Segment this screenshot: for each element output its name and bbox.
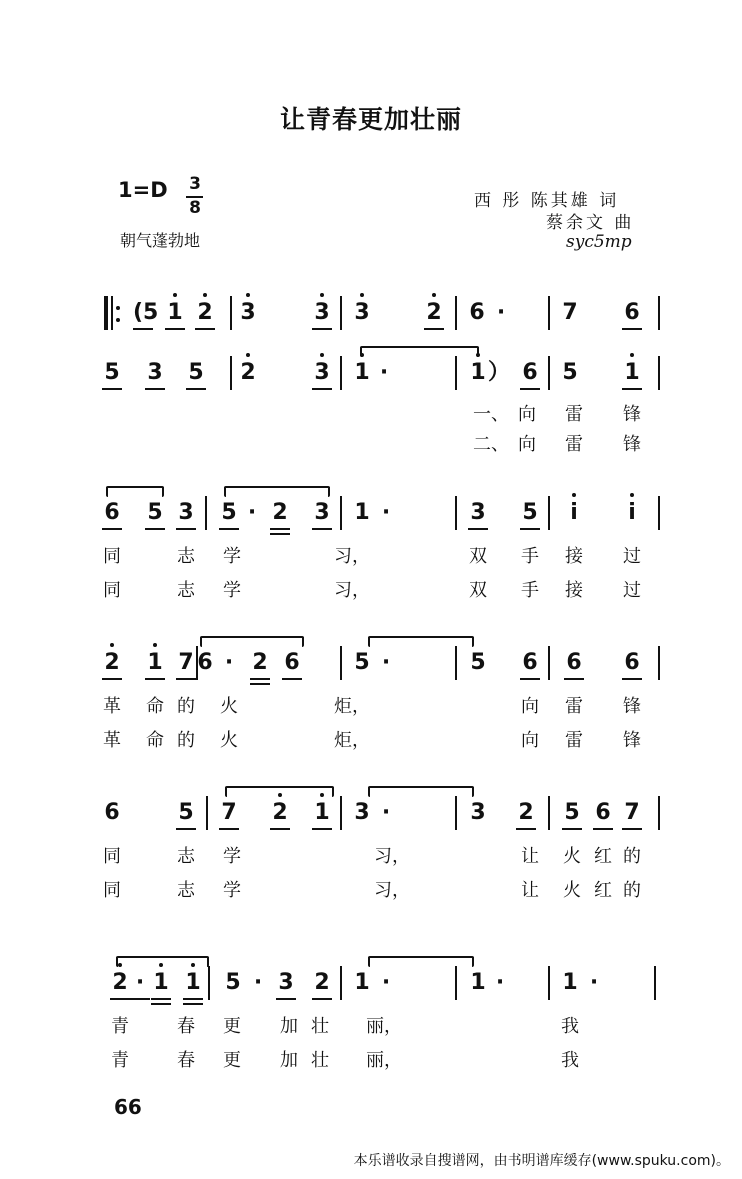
barline	[548, 966, 550, 1000]
note: ·	[496, 300, 506, 325]
beam	[312, 998, 332, 1000]
note: 6	[522, 650, 538, 675]
beam	[102, 388, 122, 390]
note: 6	[522, 360, 538, 385]
lyric-verse1: 志	[177, 546, 195, 567]
lyric-verse2: 同	[103, 580, 121, 601]
note: 7	[221, 800, 237, 825]
beam	[424, 328, 444, 330]
barline	[548, 796, 550, 830]
note: i	[570, 500, 578, 525]
lyric-verse1: 同	[103, 846, 121, 867]
note: ·	[381, 800, 391, 825]
barline	[455, 646, 457, 680]
note: 6	[624, 300, 640, 325]
note: (5	[133, 300, 159, 325]
repeat-dot	[116, 306, 120, 310]
beam	[102, 528, 122, 530]
lyric-verse2: 志	[177, 580, 195, 601]
lyric-verse1: 习，	[374, 846, 410, 867]
barline	[340, 646, 342, 680]
lyric-verse1: 加	[280, 1016, 298, 1037]
lyric-verse1: 命	[146, 696, 164, 717]
note: 6	[104, 500, 120, 525]
time-signature-denominator: 8	[189, 198, 201, 218]
note: 2	[252, 650, 268, 675]
note: 3	[314, 300, 330, 325]
note: 5	[562, 360, 578, 385]
barline	[658, 646, 660, 680]
beam	[622, 678, 642, 680]
beam	[282, 678, 302, 680]
note: 1	[185, 970, 201, 995]
lyric-verse1: 志	[177, 846, 195, 867]
beam	[176, 528, 196, 530]
note: 1	[354, 360, 370, 385]
beam	[468, 528, 488, 530]
lyric-verse1: 锋	[623, 696, 641, 717]
octave-dot	[360, 293, 364, 297]
slur	[224, 486, 330, 497]
beam	[250, 678, 270, 680]
barline	[658, 796, 660, 830]
note: 5	[178, 800, 194, 825]
lyric-verse1: 火	[563, 846, 581, 867]
lyric-verse1: 锋	[623, 404, 641, 425]
note: 5	[188, 360, 204, 385]
slur	[200, 636, 304, 647]
lyric-verse2: 向	[521, 730, 539, 751]
note: 1	[147, 650, 163, 675]
note: 3	[147, 360, 163, 385]
lyric-verse2: 的	[177, 730, 195, 751]
lyric-verse1: 的	[623, 846, 641, 867]
note: 7	[562, 300, 578, 325]
octave-dot	[203, 293, 207, 297]
note: 2	[272, 500, 288, 525]
lyric-verse1: 炬，	[334, 696, 370, 717]
lyric-verse1: 向	[518, 404, 536, 425]
octave-dot	[320, 293, 324, 297]
lyric-verse2: 过	[623, 580, 641, 601]
slur	[368, 636, 474, 647]
note: 5	[470, 650, 486, 675]
barline	[455, 296, 457, 330]
note: 1	[470, 970, 486, 995]
lyric-verse2: 学	[223, 880, 241, 901]
song-title: 让青春更加壮丽	[279, 105, 462, 134]
note: ）	[488, 360, 511, 385]
note: 2	[112, 970, 128, 995]
octave-dot	[173, 293, 177, 297]
beam	[145, 528, 165, 530]
lyric-verse2: 学	[223, 580, 241, 601]
lyric-verse1: 青	[111, 1016, 129, 1037]
lyric-verse2: 火	[220, 730, 238, 751]
barline	[340, 496, 342, 530]
octave-dot	[630, 493, 634, 497]
note: 5	[221, 500, 237, 525]
barline	[455, 496, 457, 530]
lyric-verse2: 接	[565, 580, 583, 601]
repeat-dot	[116, 318, 120, 322]
beam	[186, 388, 206, 390]
beam	[276, 998, 296, 1000]
note: ·	[381, 970, 391, 995]
lyric-verse2: 手	[521, 580, 539, 601]
tempo-marking: 朝气蓬勃地	[120, 231, 201, 250]
note: 3	[354, 300, 370, 325]
note: 1	[562, 970, 578, 995]
barline	[340, 356, 342, 390]
beam	[312, 328, 332, 330]
lyric-verse2: 红	[594, 880, 612, 901]
note: ·	[381, 650, 391, 675]
lyric-verse2: 同	[103, 880, 121, 901]
octave-dot	[110, 643, 114, 647]
note: 3	[278, 970, 294, 995]
lyric-verse2: 加	[280, 1050, 298, 1071]
lyric-verse1: 学	[223, 846, 241, 867]
note: 6	[284, 650, 300, 675]
note: 2	[272, 800, 288, 825]
beam	[219, 528, 239, 530]
barline	[548, 356, 550, 390]
beam	[270, 828, 290, 830]
lyric-verse1: 雷	[565, 696, 583, 717]
note: 6	[197, 650, 213, 675]
beam	[622, 328, 642, 330]
time-signature-numerator: 3	[189, 174, 201, 194]
note: 6	[469, 300, 485, 325]
lyric-verse2: 锋	[623, 434, 641, 455]
note: ·	[135, 970, 145, 995]
note: 2	[104, 650, 120, 675]
repeat-start-thin	[111, 296, 113, 330]
lyric-verse1: 雷	[565, 404, 583, 425]
lyric-verse1: 春	[177, 1016, 195, 1037]
beam	[145, 678, 165, 680]
lyric-verse1: 革	[103, 696, 121, 717]
octave-dot	[432, 293, 436, 297]
note: ·	[247, 500, 257, 525]
note: 5	[564, 800, 580, 825]
barline	[548, 296, 550, 330]
octave-dot	[246, 353, 250, 357]
lyricist-credit: 西 彤 陈其雄 词	[474, 191, 620, 211]
lyric-verse2: 双	[469, 580, 487, 601]
note: 5	[354, 650, 370, 675]
note: 3	[470, 800, 486, 825]
octave-dot	[630, 353, 634, 357]
note: 5	[522, 500, 538, 525]
note: 1	[314, 800, 330, 825]
note: ·	[224, 650, 234, 675]
lyric-verse2: 我	[561, 1050, 579, 1071]
lyric-verse1: 同	[103, 546, 121, 567]
note: ·	[379, 360, 389, 385]
note: 1	[470, 360, 486, 385]
note: 5	[147, 500, 163, 525]
beam	[564, 678, 584, 680]
lyric-verse2: 二、	[473, 434, 509, 455]
lyric-verse2: 雷	[565, 730, 583, 751]
lyric-verse1: 我	[561, 1016, 579, 1037]
note: 7	[624, 800, 640, 825]
barline	[455, 356, 457, 390]
note: i	[628, 500, 636, 525]
lyric-verse1: 向	[521, 696, 539, 717]
handwritten-mark: syc5mp	[566, 232, 632, 252]
lyric-verse2: 习，	[334, 580, 370, 601]
lyric-verse1: 丽，	[366, 1016, 402, 1037]
beam	[102, 678, 122, 680]
composer-credit: 蔡余文 曲	[546, 213, 635, 233]
lyric-verse2: 锋	[623, 730, 641, 751]
beam	[516, 828, 536, 830]
barline	[206, 796, 208, 830]
lyric-verse1: 红	[594, 846, 612, 867]
note: ·	[381, 500, 391, 525]
lyric-verse1: 一、	[473, 404, 509, 425]
beam	[165, 328, 185, 330]
beam	[176, 828, 196, 830]
beam	[151, 998, 171, 1000]
note: 6	[104, 800, 120, 825]
lyric-verse2: 丽，	[366, 1050, 402, 1071]
barline	[548, 496, 550, 530]
lyric-verse2: 春	[177, 1050, 195, 1071]
beam	[195, 328, 215, 330]
lyric-verse1: 壮	[311, 1016, 329, 1037]
note: 2	[240, 360, 256, 385]
beam	[622, 828, 642, 830]
beam	[622, 388, 642, 390]
note: 2	[197, 300, 213, 325]
lyric-verse2: 革	[103, 730, 121, 751]
note: 2	[314, 970, 330, 995]
lyric-verse1: 学	[223, 546, 241, 567]
barline	[658, 496, 660, 530]
barline	[230, 356, 232, 390]
lyric-verse2: 习，	[374, 880, 410, 901]
barline	[340, 796, 342, 830]
note: 3	[240, 300, 256, 325]
note: 1	[354, 500, 370, 525]
lyric-verse1: 让	[521, 846, 539, 867]
lyric-verse2: 向	[518, 434, 536, 455]
beam	[312, 828, 332, 830]
lyric-verse2: 的	[623, 880, 641, 901]
barline	[658, 296, 660, 330]
barline	[658, 356, 660, 390]
beam	[312, 528, 332, 530]
octave-dot	[320, 353, 324, 357]
barline	[455, 796, 457, 830]
note: 1	[167, 300, 183, 325]
slur	[116, 956, 209, 967]
octave-dot	[153, 643, 157, 647]
lyric-verse1: 火	[220, 696, 238, 717]
note: 7	[178, 650, 194, 675]
barline	[548, 646, 550, 680]
beam	[219, 828, 239, 830]
note: ·	[253, 970, 263, 995]
note: 3	[314, 500, 330, 525]
lyric-verse2: 青	[111, 1050, 129, 1071]
beam-double	[151, 1003, 171, 1005]
lyric-verse2: 命	[146, 730, 164, 751]
note: 2	[518, 800, 534, 825]
lyric-verse1: 双	[469, 546, 487, 567]
note: 6	[566, 650, 582, 675]
note: 3	[178, 500, 194, 525]
beam	[520, 528, 540, 530]
note: ·	[589, 970, 599, 995]
lyric-verse2: 炬，	[334, 730, 370, 751]
beam	[133, 328, 153, 330]
note: 1	[354, 970, 370, 995]
octave-dot	[572, 493, 576, 497]
note: 3	[470, 500, 486, 525]
note: 6	[624, 650, 640, 675]
lyric-verse1: 的	[177, 696, 195, 717]
barline	[196, 646, 198, 680]
slur	[368, 786, 474, 797]
beam	[593, 828, 613, 830]
beam-double	[270, 533, 290, 535]
lyric-verse2: 火	[563, 880, 581, 901]
beam	[176, 678, 196, 680]
note: 1	[153, 970, 169, 995]
note: 3	[354, 800, 370, 825]
lyric-verse2: 志	[177, 880, 195, 901]
beam	[110, 998, 150, 1000]
barline	[340, 296, 342, 330]
lyric-verse2: 更	[223, 1050, 241, 1071]
barline	[230, 296, 232, 330]
key-signature: 1=D	[118, 178, 168, 202]
beam	[145, 388, 165, 390]
barline	[654, 966, 656, 1000]
slur	[106, 486, 164, 497]
beam	[183, 998, 203, 1000]
barline	[340, 966, 342, 1000]
footer-note: 本乐谱收录自搜谱网，由书明谱库缓存(www.spuku.com)。	[353, 1153, 730, 1169]
lyric-verse2: 壮	[311, 1050, 329, 1071]
beam	[270, 528, 290, 530]
note: 5	[225, 970, 241, 995]
repeat-start-thick	[104, 296, 108, 330]
slur	[225, 786, 334, 797]
beam	[520, 678, 540, 680]
lyric-verse1: 过	[623, 546, 641, 567]
barline	[208, 966, 210, 1000]
beam	[312, 388, 332, 390]
note: 2	[426, 300, 442, 325]
lyric-verse1: 更	[223, 1016, 241, 1037]
note: 3	[314, 360, 330, 385]
beam-double	[183, 1003, 203, 1005]
slur	[368, 956, 474, 967]
beam	[562, 828, 582, 830]
barline	[455, 966, 457, 1000]
note: 1	[624, 360, 640, 385]
barline	[205, 496, 207, 530]
lyric-verse1: 接	[565, 546, 583, 567]
note: ·	[495, 970, 505, 995]
beam-double	[250, 683, 270, 685]
note: 6	[595, 800, 611, 825]
octave-dot	[246, 293, 250, 297]
lyric-verse1: 手	[521, 546, 539, 567]
page-number: 66	[114, 1095, 142, 1119]
lyric-verse1: 习，	[334, 546, 370, 567]
note: 5	[104, 360, 120, 385]
lyric-verse2: 雷	[565, 434, 583, 455]
slur	[360, 346, 479, 357]
lyric-verse2: 让	[521, 880, 539, 901]
beam	[520, 388, 540, 390]
